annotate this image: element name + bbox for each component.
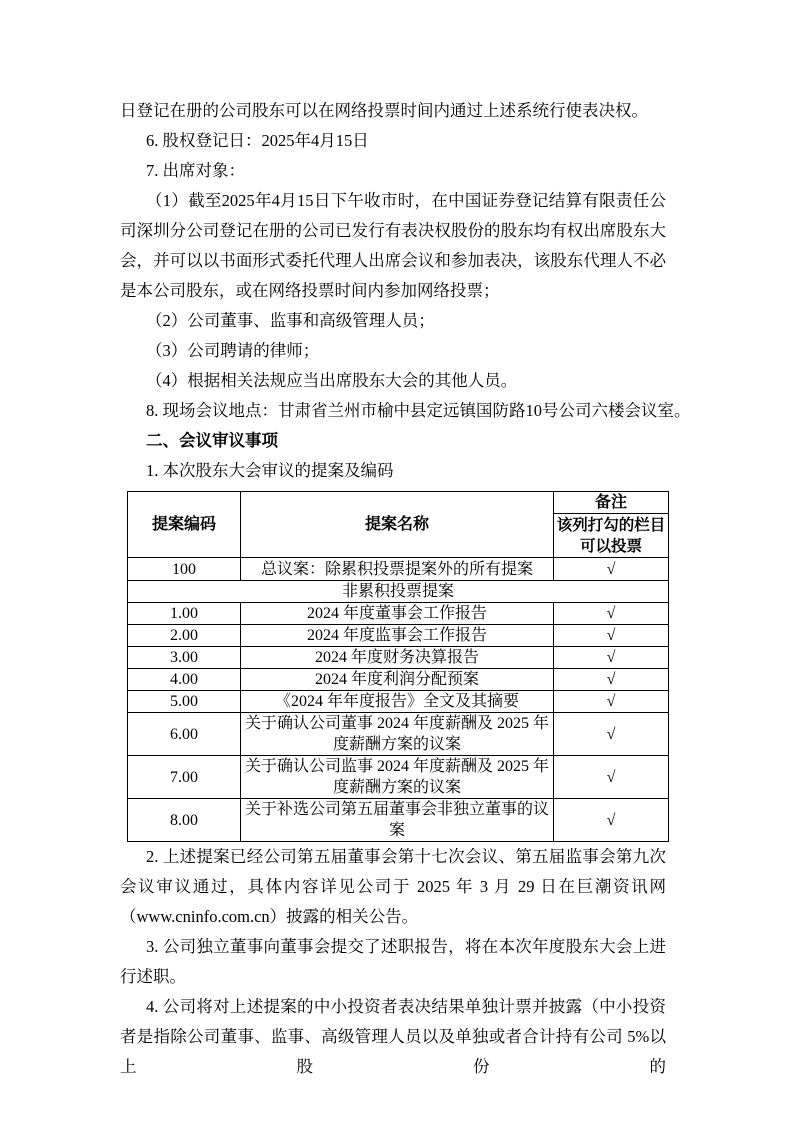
- proposal-code-cell: 100: [128, 558, 241, 581]
- proposal-name-cell: 总议案：除累积投票提案外的所有提案: [241, 558, 554, 581]
- header-proposal-name: 提案名称: [241, 492, 554, 558]
- proposal-name-cell: 关于确认公司董事 2024 年度薪酬及 2025 年度薪酬方案的议案: [241, 713, 554, 756]
- proposal-code-cell: 5.00: [128, 691, 241, 713]
- vote-check-cell: √: [554, 713, 669, 756]
- paragraph-meeting-location: 8. 现场会议地点：甘肃省兰州市榆中县定远镇国防路10号公司六楼会议室。: [146, 401, 691, 420]
- proposal-name-cell: 2024 年度财务决算报告: [241, 647, 554, 669]
- table-row-1: [128, 603, 669, 625]
- proposal-name-cell: 关于补选公司第五届董事会非独立董事的议案: [241, 799, 554, 842]
- vote-check-cell: √: [554, 558, 669, 581]
- proposal-code-cell: 8.00: [128, 799, 241, 842]
- vote-check-cell: √: [554, 647, 669, 669]
- table-section-row: [128, 581, 669, 603]
- table-row-5: [128, 691, 669, 713]
- proposal-code-cell: 2.00: [128, 625, 241, 647]
- section-row-label: 非累积投票提案: [128, 581, 669, 603]
- table-caption: 1. 本次股东大会审议的提案及编码: [146, 461, 394, 480]
- vote-check-cell: √: [554, 625, 669, 647]
- paragraph-record-date: 6. 股权登记日：2025年4月15日: [146, 131, 369, 150]
- proposal-code-cell: 6.00: [128, 713, 241, 756]
- paragraph-attendees-3: （3）公司聘请的律师；: [146, 341, 320, 360]
- table-row-2: [128, 625, 669, 647]
- paragraph-approval-note: 2. 上述提案已经公司第五届董事会第十七次会议、第五届监事会第九次会议审议通过，具体内容详见公司于 2025 年 3 月 29 日在巨潮资讯网（www.cninfo.com.cn）披露的相关公告。: [120, 847, 666, 926]
- page-content: [120, 96, 691, 1082]
- table-row-3: [128, 647, 669, 669]
- table-row-general: [128, 558, 669, 581]
- header-remark: 备注: [554, 492, 669, 514]
- paragraph-attendees-title: 7. 出席对象：: [146, 161, 245, 180]
- proposal-code-cell: 4.00: [128, 669, 241, 691]
- proposal-code-cell: 3.00: [128, 647, 241, 669]
- table-row-8: [128, 799, 669, 842]
- proposal-name-cell: 2024 年度监事会工作报告: [241, 625, 554, 647]
- paragraph-independent-director: 3. 公司独立董事向董事会提交了述职报告，将在本次年度股东大会上进行述职。: [120, 937, 666, 986]
- proposal-code-cell: 1.00: [128, 603, 241, 625]
- table-row-6: [128, 713, 669, 756]
- paragraph-minority-investors: 4. 公司将对上述提案的中小投资者表决结果单独计票并披露（中小投资者是指除公司董事、监事、高级管理人员以及单独或者合计持有公司 5%以上股份的: [120, 997, 666, 1076]
- vote-check-cell: √: [554, 799, 669, 842]
- vote-check-cell: √: [554, 691, 669, 713]
- proposal-code-cell: 7.00: [128, 756, 241, 799]
- proposal-name-cell: 《2024 年年度报告》全文及其摘要: [241, 691, 554, 713]
- header-remark-note: 该列打勾的栏目可以投票: [554, 514, 669, 558]
- paragraph-continuation: 日登记在册的公司股东可以在网络投票时间内通过上述系统行使表决权。: [120, 101, 648, 120]
- proposal-name-cell: 2024 年度利润分配预案: [241, 669, 554, 691]
- vote-check-cell: √: [554, 669, 669, 691]
- table-header-row-1: [128, 492, 669, 514]
- proposal-name-cell: 2024 年度董事会工作报告: [241, 603, 554, 625]
- proposals-table: [127, 491, 669, 842]
- paragraph-attendees-1: （1）截至2025年4月15日下午收市时，在中国证券登记结算有限责任公司深圳分公司登记在册的公司已发行有表决权股份的股东均有权出席股东大会，并可以以书面形式委托代理人出席会议和参加表决，该股东代理人不必是本公司股东，或在网络投票时间内参加网络投票；: [120, 191, 666, 300]
- section-heading: 二、会议审议事项: [146, 431, 278, 450]
- proposal-name-cell: 关于确认公司监事 2024 年度薪酬及 2025 年度薪酬方案的议案: [241, 756, 554, 799]
- paragraph-attendees-2: （2）公司董事、监事和高级管理人员；: [146, 311, 435, 330]
- table-row-4: [128, 669, 669, 691]
- paragraph-attendees-4: （4）根据相关法规应当出席股东大会的其他人员。: [146, 371, 518, 390]
- table-row-7: [128, 756, 669, 799]
- header-proposal-code: 提案编码: [128, 492, 241, 558]
- vote-check-cell: √: [554, 756, 669, 799]
- vote-check-cell: √: [554, 603, 669, 625]
